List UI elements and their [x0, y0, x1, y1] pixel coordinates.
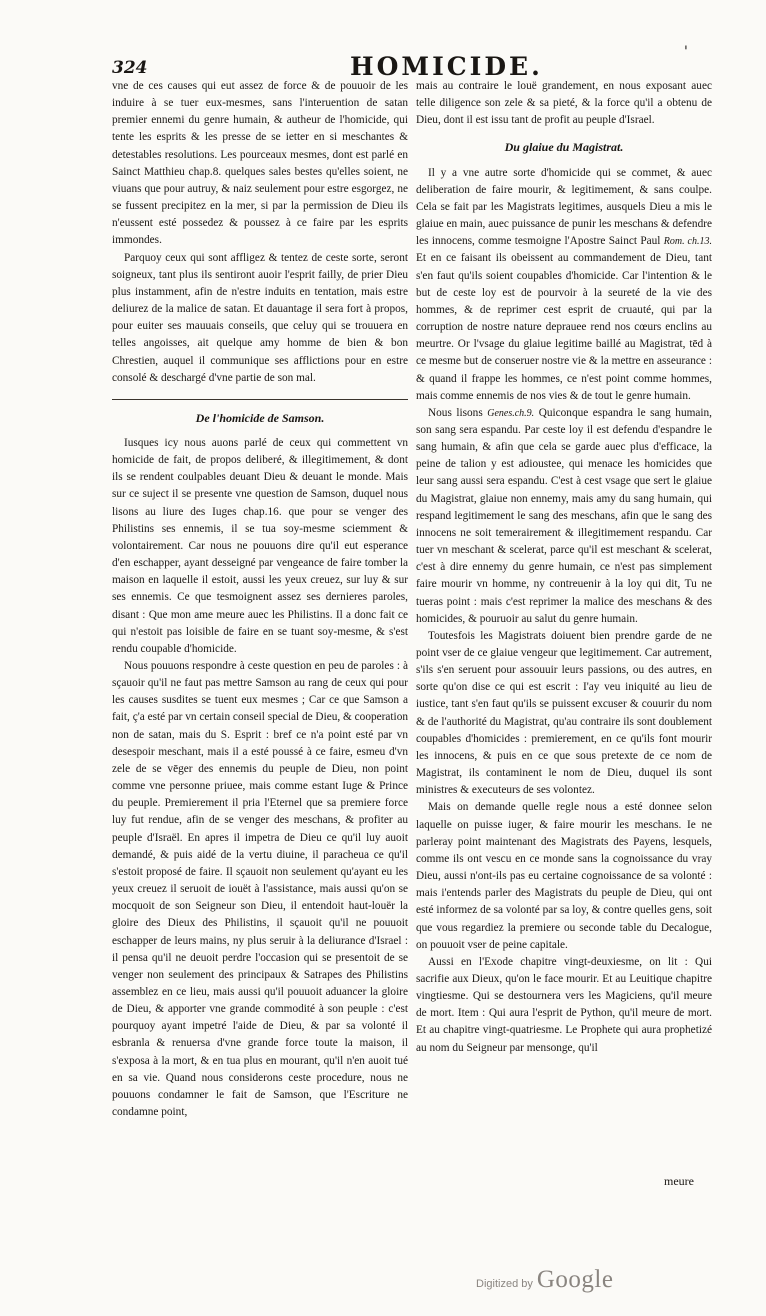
right-paragraph-3-start: Nous lisons [428, 406, 483, 419]
right-column [416, 78, 712, 1057]
left-paragraph-3: Iusques icy nous auons parlé de ceux qui commettent vn homicide de fait, de propos deliberé, & illegitimement, & dont ils se rendent coulpables deuant Dieu & deuant le monde. Mais sur ce suject il se presente vne question de Samson, duquel nous lisons au liure des Iuges chap.16. que pour se venger des Philistins ses ennemis, il se tua soy-mesme sciemment & volontairement. Car nous ne pouuons dire qu'il eut esperance d'en eschapper, ayant desseigné par vengeance de faire tomber la maison en laquelle il estoit, aussi les yeux creuez, sur luy & sur ses ennemis. Ce que tesmoignent assez ses dernieres paroles, disant : Que mon ame meure auec les Philistins. Il a donc fait ce qui n'estoit pas loisible de faire en se tuant soy-mesme, & s'est rendu coupable d'homicide. [112, 436, 408, 655]
right-paragraph-2-text: Il y a vne autre sorte d'homicide qui se commet, & auec deliberation de faire mourir, & legitimement, & sans coulpe. Cela se fait par les Magistrats legitimes, ausquels Dieu a mis le glaiue en main, auec puissance de punir les meschans & defendre les innocens, comme tesmoigne l'Apostre Sainct Paul [416, 166, 712, 248]
google-watermark [476, 1266, 613, 1294]
left-paragraph-2: Parquoy ceux qui sont affligez & tentez de ceste sorte, seront soigneux, tant plus ils sentiront auoir l'esprit failly, de prier Dieu plus instamment, afin de n'estre induits en tentation, mais estre deliurez de la malice de satan. Et dauantage il sera fort à propos, pour euiter ses mauuais conseils, que celuy qui se trouuera en telles angoisses, ait quelque amy homme de bien & bon Chrestien, auquel il communique ses afflictions pour en estre consolé & deschargé d'vne partie de son mal. [112, 251, 408, 384]
digitized-by-label: Digitized by [476, 1278, 533, 1290]
catchword: meure [664, 1174, 694, 1188]
right-paragraph-1: mais au contraire le louë grandement, en nous exposant auec telle diligence son zele & sa pieté, & la force qu'il a obtenu de Dieu, dont il est issu tant de profit au peuple d'Israel. [416, 80, 712, 127]
right-paragraph-6: Aussi en l'Exode chapitre vingt-deuxiesme, on lit : Qui sacrifie aux Dieux, qu'on le face mourir. Et au Leuitique chapitre vingtiesme. Qui se destournera vers les Magiciens, qu'il meure de mort. Item : Qui aura l'esprit de Python, qu'il meure de mort. Et au chapitre vingt-quatriesme. Le Prophete qui aura prophetizé au nom du Seigneur par mensonge, qu'il [416, 955, 712, 1054]
google-logo: Google [536, 1266, 614, 1293]
section-divider [112, 399, 408, 400]
right-paragraph-2-continuation: Et en ce faisant ils obeissent au commandement de Dieu, tant s'en faut qu'ils soient coupables d'homicide. Car l'intention & le but de ceste loy est de pourvoir à la seureté de la vie des hommes, & de reprimer cest esprit de cruauté, qui par la corruption de nostre nature deprauee rend nos cœurs enclins au meurtre. Or l'vsage du glaiue legitime baillé au Magistrat, tēd à ce mesme but de conseruer nostre vie & la mettre en asseurance : & quand il frappe les hommes, ce n'est point comme hommes, mais comme ennemis de nos vies & de tout le genre humain. [416, 252, 712, 402]
right-paragraph-4: Toutesfois les Magistrats doiuent bien prendre garde de ne point vser de ce glaiue vengeur que legitimement. Car autrement, s'ils s'en seruent pour assouuir leurs passions, ou des autres, en sorte qu'on dise ce qui est escrit : I'ay veu iniquité au lieu de iustice, tant s'en faut qu'ils se puissent excuser & couurir du nom & de l'authorité du Magistrat, qu'au contraire ils sont doublement coupables d'homicides : premierement, en ce qu'ils font mourir les innocens, & puis en ce que sous pretexte de ce nom de Magistrat, ils contaminent le nom de Dieu, duquel ils sont ministres & executeurs de ses volontez. [416, 629, 712, 797]
right-paragraph-3-text: Quiconque espandra le sang humain, son sang sera espandu. Par ceste loy il est defendu d'espandre le sang humain, & afin que cela se garde auec plus d'efficace, la peine de talion y est adioustee, qui menace les homicides que leur sang aussi sera espandu. C'est à cest vsage que sert le glaiue du Magistrat, glaiue non ennemy, mais amy du sang humain, qui respand legitimement le sang des meschans, afin que le sang des innocens ne soit temerairement & illegitimement respandu. Car tuer vn meschant & scelerat, parce qu'il est meschant & scelerat, c'est à dire ennemy du genre humain, ce n'est pas simplement faire mourir vn homme, ny contreuenir à la loy qui dit, Tu ne tueras point : mais c'est reprimer la malice des meschans & des homicides, & pouruoir au salut du genre humain. [416, 406, 713, 625]
section-heading-glaive: Du glaiue du Magistrat. [504, 140, 624, 155]
right-paragraph-2 [416, 165, 712, 405]
scripture-reference-genesis: Genes.ch.9. [487, 407, 535, 419]
left-paragraph-4: Nous pouuons respondre à ceste question en peu de paroles : à sçauoir qu'il ne faut pas mettre Samson au rang de ceux qui pour les causes susdites se tuent eux mesmes ; Car ce que Samson a fait, ç'a esté par vn certain conseil special de Dieu, & cooperation non de satan, mais du S. Esprit : bref ce n'a point esté par vn desespoir meschant, mais il a esté poussé à ce faire, esmeu d'vn zele de se vēger des ennemis du peuple de Dieu, non point comme vne personne priuee, mais comme estant Iuge & Prince du peuple. Premierement il pria l'Eternel que sa premiere force luy fut rendue, afin de se venger des meschans, & profiter au peuple d'Israël. En apres il impetra de Dieu ce qu'il luy auoit demandé, & puis aidé de la vertu diuine, il paracheua ce qu'il s'estoit proposé de faire. Il sçauoit non seulement qu'ayant eu les yeux creuez il seruoit de iouët à l'assistance, mais aussi qu'on se mocquoit de son Seigneur son Dieu, il entendoit haut-louër la gloire des Dieux des Philistins, il sçauoit qu'il ne pouuoit eschapper de leurs mains, ny plus seruir à la deliurance d'Israel : il pensa qu'il ne deuoit perdre l'occasion qui se presentoit de se venger non seulement des principaux & Satrapes des Philistins assemblez en ce lieu, mais aussi qu'il pouuoit aduancer la gloire de Dieu, & apporter vne grande commodité à son peuple : c'est pourquoy ayant impetré l'aide de Dieu, & par sa volonté il esbranla & renuersa d'vne grande force toute la maison, il s'exposa à la mort, & en tua plus en mourant, qu'il n'en auoit tué en sa vie. Quand nous considerons ceste procedure, nous ne pouuons condamner le fait de Samson, que l'Escriture ne condamne point, [112, 660, 408, 1119]
page-number: 324 [112, 58, 148, 78]
header-mark: ' [684, 44, 688, 60]
left-paragraph-1: vne de ces causes qui eut assez de force & de pouuoir de les induire à se tuer eux-mesmes, sans l'interuention de satan premier ennemi du genre humain, & autheur de l'homicide, qui tente les esprits & les presse de se ietter en si meschantes & detestables resolutions. Les pourceaux mesmes, dont est parlé en Sainct Matthieu chap.8. quelques sales bestes qu'elles soient, ne viuans que pour autruy, & naiz seulement pour estre esgorgez, ne se fussent precipitez en la mer, si par la permission de Dieu ils n'eussent esté possedez & poussez à ce faire par les esprits immondes. [112, 80, 408, 247]
scripture-reference-romans: Rom. ch.13. [663, 236, 712, 248]
left-column [112, 78, 408, 1121]
running-title: HOMICIDE. [350, 52, 543, 81]
section-heading-samson: De l'homicide de Samson. [195, 410, 325, 425]
right-paragraph-3 [416, 405, 712, 628]
right-paragraph-5: Mais on demande quelle regle nous a esté donnee selon laquelle on puisse iuger, & faire mourir les meschans. Ie ne parleray point maintenant des Magistrats des Payens, lesquels, comme ils ont vescu en ce monde sans la cognoissance du vray Dieu, aussi n'ont-ils pas eu certaine cognoissance de sa volonté : mais i'entends parler des Magistrats du peuple de Dieu, qui ont esté informez de sa volonté par sa loy, & contre quelles gens, soit que vous regardiez la premiere ou seconde table du Decalogue, on pouuoit vser de peine capitale. [416, 801, 712, 951]
